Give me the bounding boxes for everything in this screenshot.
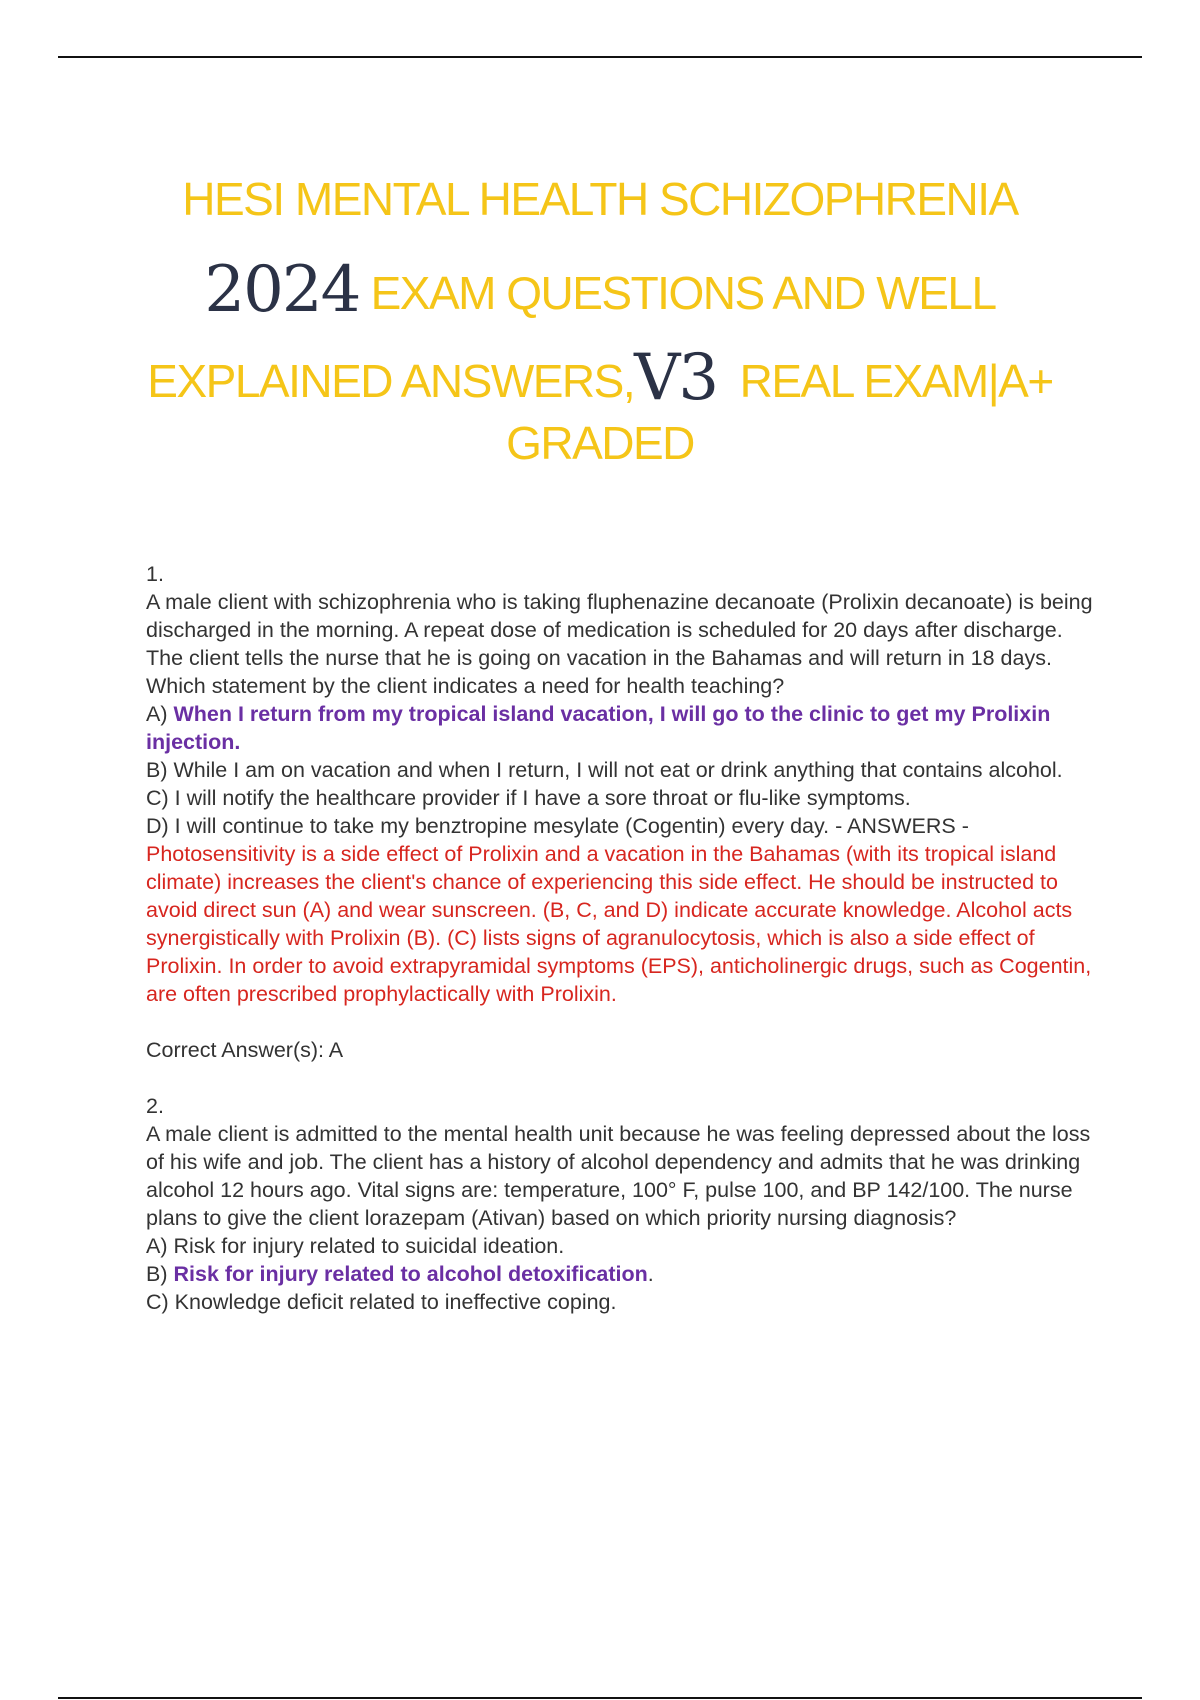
title-line-3-a: EXPLAINED ANSWERS, xyxy=(147,355,635,407)
question-stem: A male client with schizophrenia who is taking fluphenazine decanoate (Prolixin decanoate) is being discharged in the morning. A repeat dose of medication is scheduled for 20 days after discharge. The client tells the nurse that he is going on vacation in the Bahamas and will return in 18 days. Which statement by the client indicates a need for health teaching? xyxy=(146,590,1093,698)
title-line-2 xyxy=(60,253,1140,346)
question-2 xyxy=(146,1092,1096,1316)
question-number: 2. xyxy=(146,1094,164,1118)
option-c: C) Knowledge deficit related to ineffective coping. xyxy=(146,1290,617,1314)
option-prefix: A) xyxy=(146,702,174,726)
option-c: C) I will notify the healthcare provider if I have a sore throat or flu-like symptoms. xyxy=(146,786,911,810)
title-year: 2024 xyxy=(204,253,360,327)
option-a xyxy=(146,700,1096,756)
title-line-3-b: REAL EXAM|A+ xyxy=(739,355,1053,407)
option-a: A) Risk for injury related to suicidal ideation. xyxy=(146,1234,565,1258)
spacer xyxy=(146,1064,1096,1092)
title-version: V3 xyxy=(634,341,718,415)
bottom-rule xyxy=(58,1697,1142,1699)
option-prefix: B) xyxy=(146,1262,174,1286)
document-body xyxy=(146,560,1096,1316)
question-1 xyxy=(146,560,1096,1064)
top-rule xyxy=(58,56,1142,58)
correct-option-text: When I return from my tropical island vacation, I will go to the clinic to get my Prolixin injection. xyxy=(146,702,1051,754)
option-suffix: . xyxy=(647,1262,654,1286)
question-stem: A male client is admitted to the mental health unit because he was feeling depressed about the loss of his wife and job. The client has a history of alcohol dependency and admits that he was drinking alcohol 12 hours ago. Vital signs are: temperature, 100° F, pulse 100, and BP 142/100. The nurse plans to give the client lorazepam (Ativan) based on which priority nursing diagnosis? xyxy=(146,1122,1091,1230)
title-line-4: GRADED xyxy=(506,417,694,469)
option-b: B) While I am on vacation and when I return, I will not eat or drink anything that contains alcohol. xyxy=(146,758,1063,782)
spacer xyxy=(146,1008,1096,1036)
title-line-2-text: EXAM QUESTIONS AND WELL xyxy=(370,267,996,319)
option-d: D) I will continue to take my benztropine mesylate (Cogentin) every day. - ANSWERS - xyxy=(146,814,969,838)
question-number: 1. xyxy=(146,562,164,586)
document-title xyxy=(60,173,1140,480)
title-line-3 xyxy=(60,341,1140,420)
title-line-1: HESI MENTAL HEALTH SCHIZOPHRENIA xyxy=(182,173,1018,225)
option-b xyxy=(146,1260,1096,1288)
correct-option-text: Risk for injury related to alcohol detoxification xyxy=(173,1262,648,1286)
correct-answer: Correct Answer(s): A xyxy=(146,1038,344,1062)
rationale: Photosensitivity is a side effect of Prolixin and a vacation in the Bahamas (with its tropical island climate) increases the client's chance of experiencing this side effect. He should be instructed to avoid direct sun (A) and wear sunscreen. (B, C, and D) indicate accurate knowledge. Alcohol acts synergistically with Prolixin (B). (C) lists signs of agranulocytosis, which is also a side effect of Prolixin. In order to avoid extrapyramidal symptoms (EPS), anticholinergic drugs, such as Cogentin, are often prescribed prophylactically with Prolixin. xyxy=(146,842,1092,1006)
